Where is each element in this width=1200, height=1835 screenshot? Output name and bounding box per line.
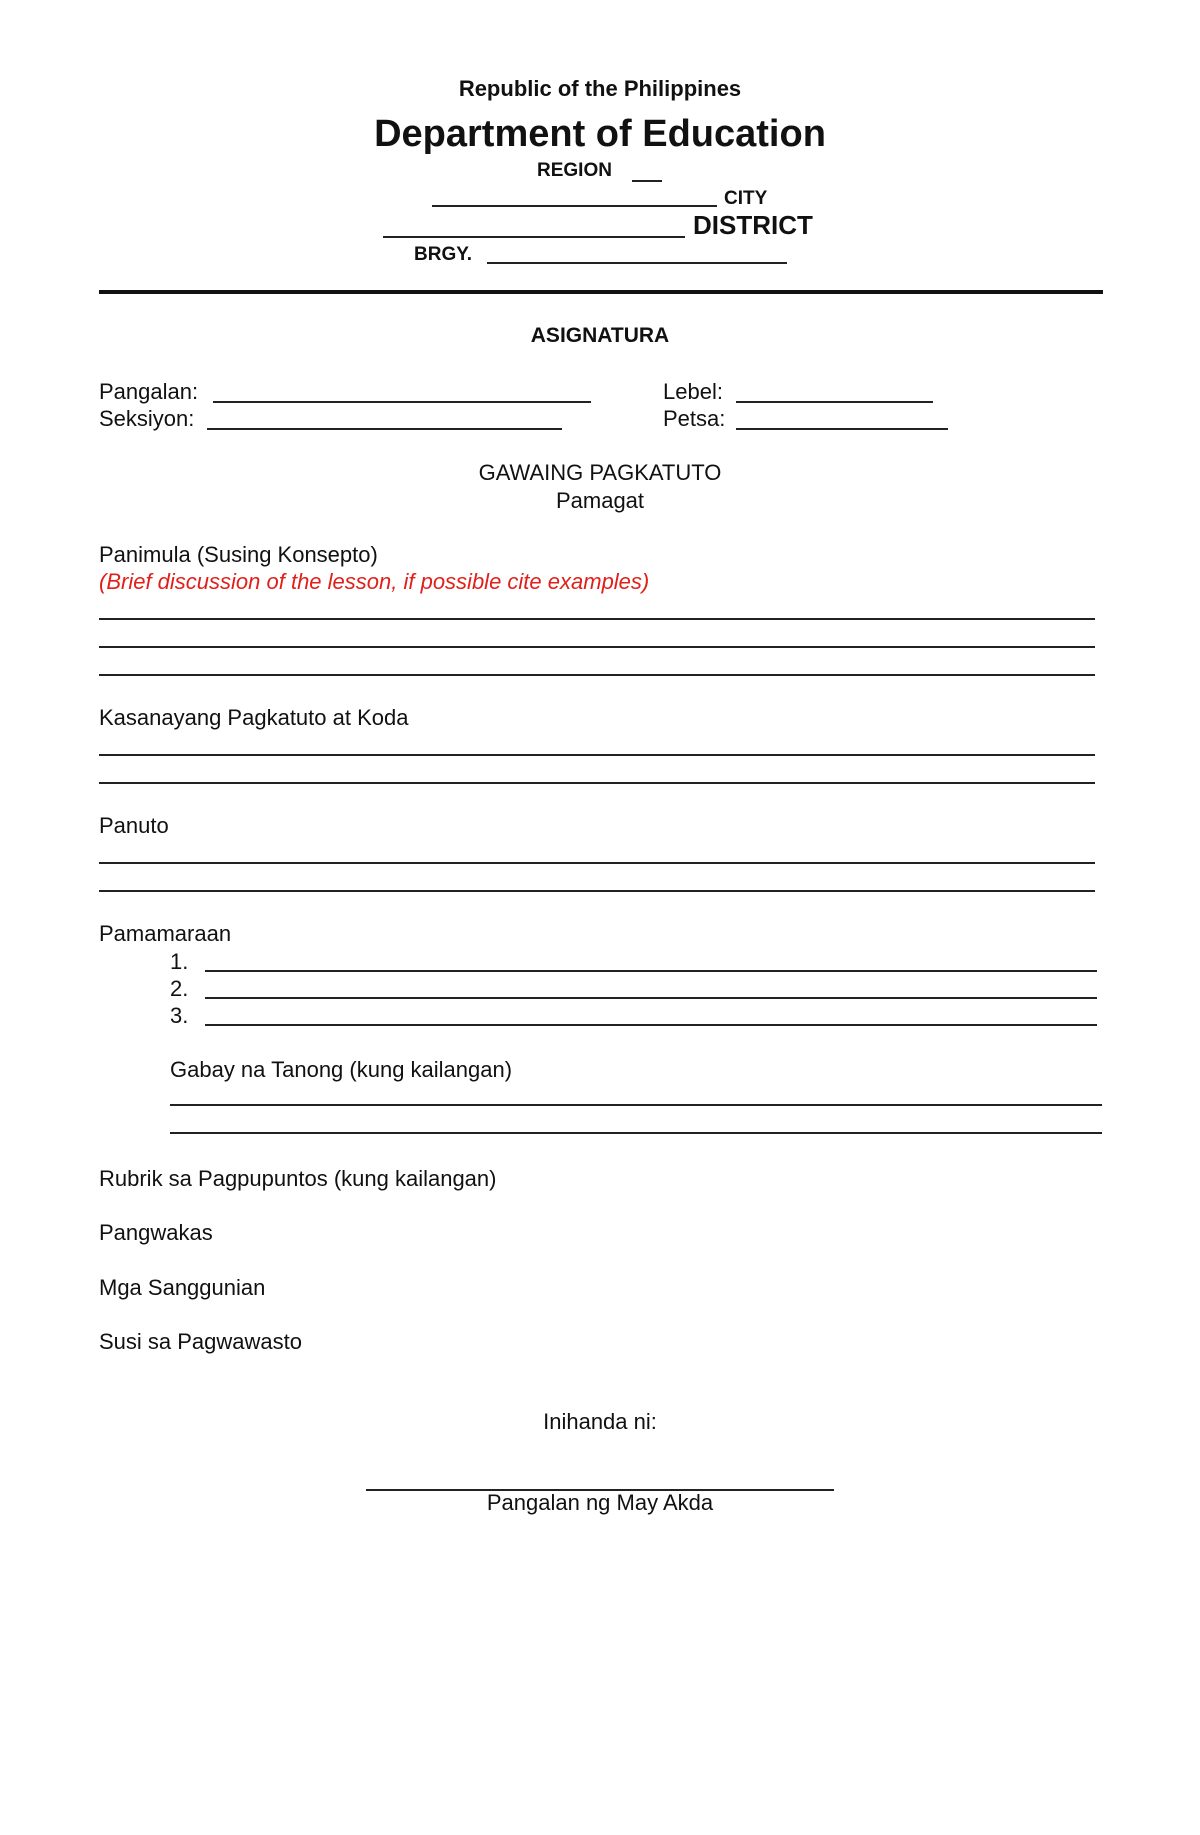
date-label: Petsa: — [663, 406, 726, 431]
subject-title: ASIGNATURA — [530, 324, 670, 347]
rubric-label: Rubrik sa Pagpupuntos (kung kailangan) — [99, 1166, 497, 1191]
closing-label: Pangwakas — [99, 1220, 213, 1245]
city-blank — [432, 205, 717, 207]
activity-title: GAWAING PAGKATUTO — [478, 460, 722, 485]
procedure-item-number: 1. — [170, 949, 189, 974]
brgy-label: BRGY. — [414, 244, 473, 265]
level-label: Lebel: — [663, 379, 723, 404]
directions-label: Panuto — [99, 813, 169, 838]
author-name-label: Pangalan ng May Akda — [486, 1490, 714, 1515]
directions-line[interactable] — [99, 890, 1095, 892]
header-divider — [99, 290, 1103, 294]
section-blank[interactable] — [207, 428, 562, 430]
prepared-by-label: Inihanda ni: — [543, 1409, 657, 1434]
references-label: Mga Sanggunian — [99, 1275, 266, 1300]
date-blank[interactable] — [736, 428, 948, 430]
competency-line[interactable] — [99, 782, 1095, 784]
department-title: Department of Education — [374, 113, 826, 155]
guide-label: Gabay na Tanong (kung kailangan) — [170, 1057, 513, 1082]
procedure-item-number: 3. — [170, 1003, 189, 1028]
brgy-blank — [487, 262, 787, 264]
republic-header: Republic of the Philippines — [458, 76, 742, 101]
intro-line[interactable] — [99, 674, 1095, 676]
intro-line[interactable] — [99, 618, 1095, 620]
city-label: CITY — [724, 188, 768, 209]
directions-line[interactable] — [99, 862, 1095, 864]
district-blank — [383, 236, 685, 238]
intro-note: (Brief discussion of the lesson, if possible cite examples) — [99, 569, 650, 594]
procedure-item-line[interactable] — [205, 997, 1097, 999]
procedure-item-number: 2. — [170, 976, 189, 1001]
name-label: Pangalan: — [99, 379, 199, 404]
procedure-label: Pamamaraan — [99, 921, 232, 946]
name-blank[interactable] — [213, 401, 591, 403]
guide-line[interactable] — [170, 1132, 1102, 1134]
region-blank — [632, 180, 662, 182]
answer-key-label: Susi sa Pagwawasto — [99, 1329, 302, 1354]
intro-line[interactable] — [99, 646, 1095, 648]
level-blank[interactable] — [736, 401, 933, 403]
competency-line[interactable] — [99, 754, 1095, 756]
intro-label: Panimula (Susing Konsepto) — [99, 542, 378, 567]
activity-subtitle: Pamagat — [555, 488, 645, 513]
competency-label: Kasanayang Pagkatuto at Koda — [99, 705, 409, 730]
district-label: DISTRICT — [693, 210, 813, 240]
procedure-item-line[interactable] — [205, 1024, 1097, 1026]
section-label: Seksiyon: — [99, 406, 195, 431]
region-label: REGION — [537, 160, 612, 181]
guide-line[interactable] — [170, 1104, 1102, 1106]
procedure-item-line[interactable] — [205, 970, 1097, 972]
